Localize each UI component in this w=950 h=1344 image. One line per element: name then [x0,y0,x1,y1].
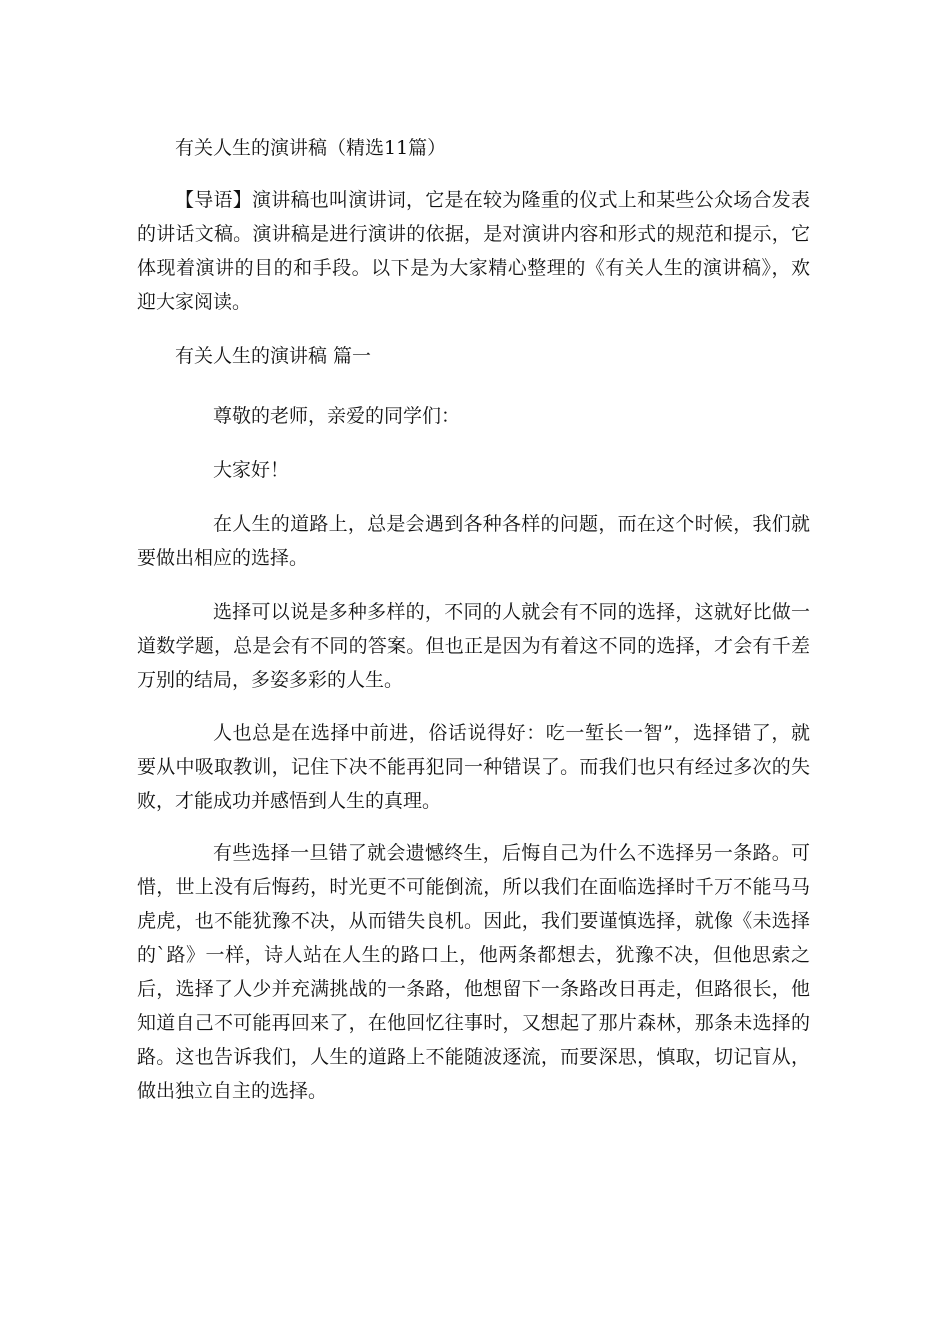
body-paragraph-1: 在人生的道路上，总是会遇到各种各样的问题，而在这个时候，我们就要做出相应的选择。 [137,513,810,569]
body-paragraph-3: 人也总是在选择中前进，俗话说得好：吃一堑长一智”，选择错了，就要从中吸取教训，记住下决不能再犯同一种错误了。而我们也只有经过多次的失败，才能成功并感悟到人生的真理。 [137,722,810,812]
intro-paragraph: 【导语】演讲稿也叫演讲词，它是在较为隆重的仪式上和某些公众场合发表的讲话文稿。演讲稿是进行演讲的依据，是对演讲内容和形式的规范和提示，它体现着演讲的目的和手段。以下是为大家精心整理的《有关人生的演讲稿》，欢迎大家阅读。 [137,189,810,313]
greeting: 大家好！ [213,459,290,481]
document-title: 有关人生的演讲稿（精选11篇） [175,137,447,159]
body-paragraph-2: 选择可以说是多种多样的，不同的人就会有不同的选择，这就好比做一道数学题，总是会有不同的答案。但也正是因为有着这不同的选择，才会有千差万别的结局，多姿多彩的人生。 [137,601,810,691]
section-heading: 有关人生的演讲稿 篇一 [175,345,372,367]
body-paragraph-4: 有些选择一旦错了就会遗憾终生，后悔自己为什么不选择另一条路。可惜，世上没有后悔药，时光更不可能倒流，所以我们在面临选择时千万不能马马虎虎，也不能犹豫不决，从而错失良机。因此，我们要谨慎选择，就像《未选择的`路》一样，诗人站在人生的路口上，他两条都想去，犹豫不决，但他思索之后，选择了人少并充满挑战的一条路，他想留下一条路改日再走，但路很长，他知道自己不可能再回来了，在他回忆往事时，又想起了那片森林，那条未选择的路。这也告诉我们，人生的道路上不能随波逐流，而要深思，慎取，切记盲从，做出独立自主的选择。 [137,842,810,1102]
salutation: 尊敬的老师，亲爱的同学们： [213,405,461,427]
